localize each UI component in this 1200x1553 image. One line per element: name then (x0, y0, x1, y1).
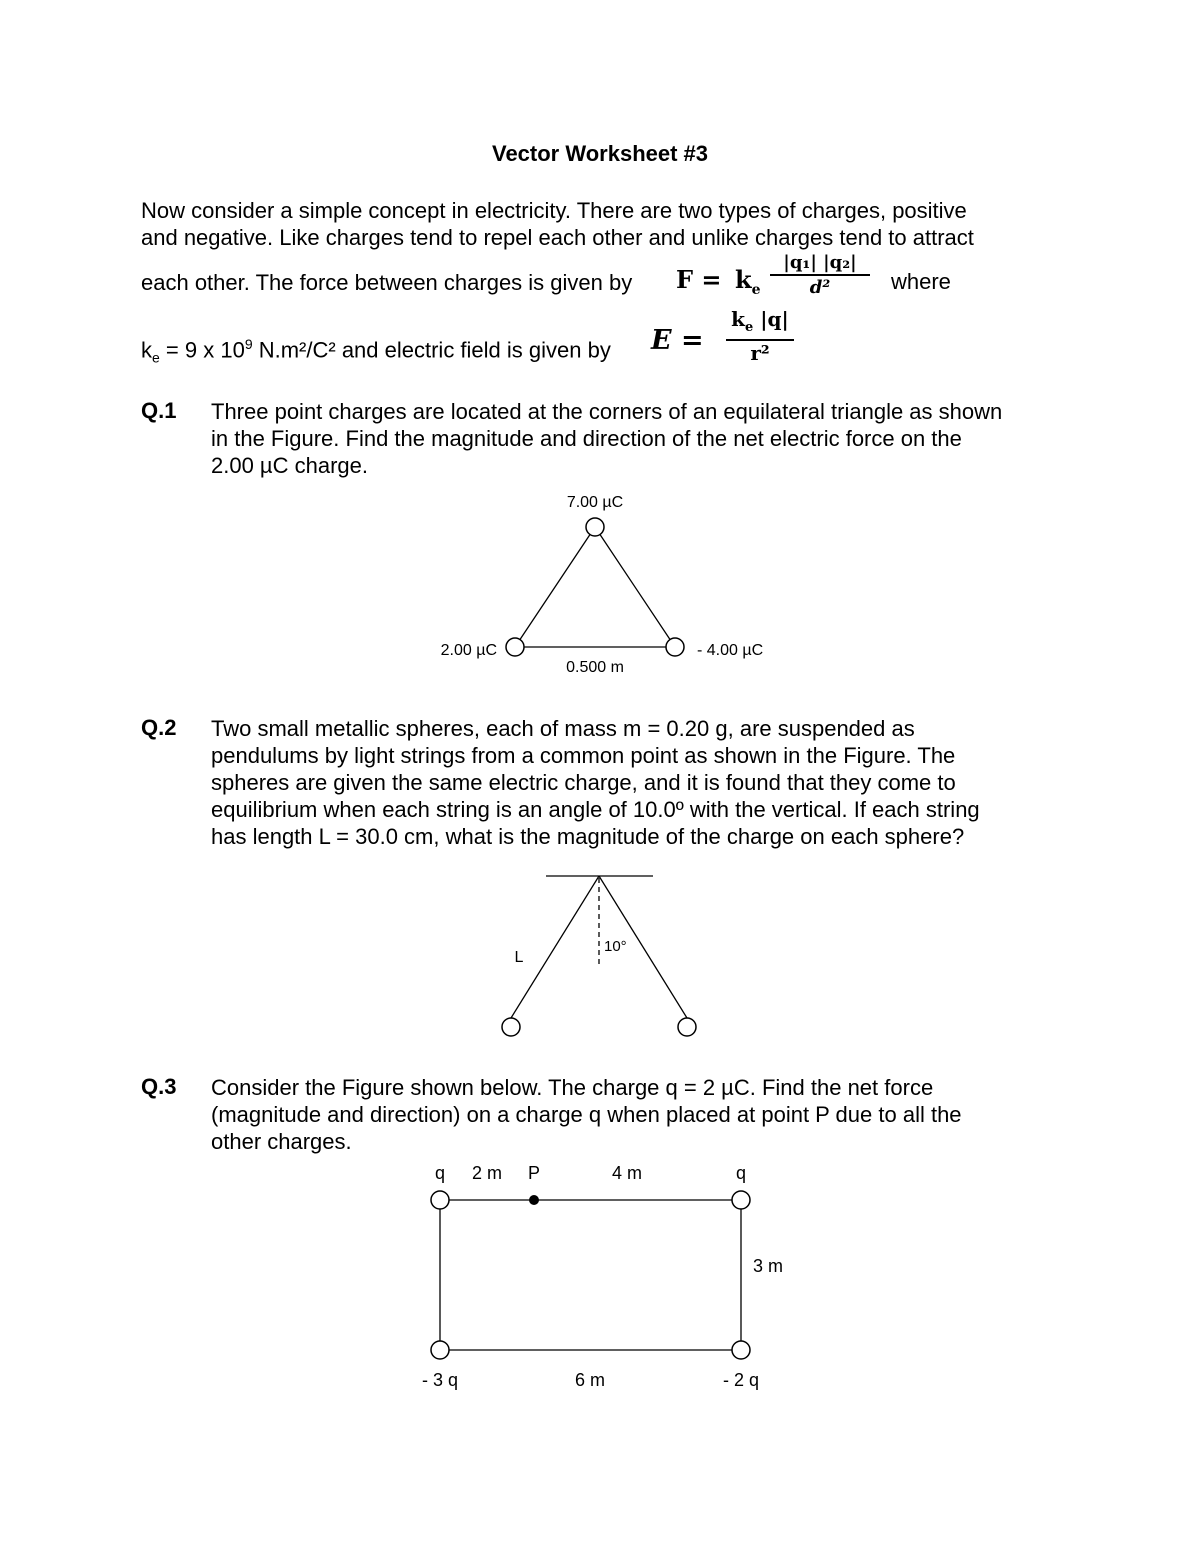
intro-line-3-prefix: each other. The force between charges is given by (141, 270, 633, 295)
q3-left-segment-label: 2 m (471, 1163, 503, 1183)
force-numerator: |q₁| |q₂| (783, 252, 857, 273)
q3-top-left-charge-circle (431, 1191, 449, 1209)
q1-side-length-label: 0.500 m (566, 659, 624, 676)
q1-top-charge-circle (586, 518, 604, 536)
q3-point-p-label: P (527, 1163, 541, 1183)
q1-left-charge-circle (506, 638, 524, 656)
force-fraction (770, 252, 870, 300)
force-constant-sub: e (751, 281, 761, 298)
q3-top-left-charge-label: q (434, 1163, 446, 1183)
q3-top-right-charge-circle (732, 1191, 750, 1209)
q3-label: Q.3 (141, 1074, 177, 1099)
q3-bottom-left-charge-label: - 3 q (421, 1370, 459, 1390)
q1-right-charge-circle (666, 638, 684, 656)
q3-point-p-dot (529, 1195, 539, 1205)
force-constant-k: k (735, 265, 752, 294)
q2-text-line: Two small metallic spheres, each of mass m = 0.20 g, are suspended as (211, 716, 915, 741)
ke-units-text: N.m²/C² and electric field is given by (252, 337, 611, 363)
q1-text-line: 2.00 µC charge. (211, 453, 368, 478)
q1-text-line: in the Figure. Find the magnitude and direction of the net electric force on the (211, 426, 962, 451)
q3-top-right-charge-label: q (735, 1163, 747, 1183)
q3-width-label: 6 m (574, 1370, 606, 1390)
q3-text (211, 1074, 1081, 1155)
ke-exponent: 9 (244, 336, 253, 352)
q2-text-line: equilibrium when each string is an angle of 10.0º with the vertical. If each string (211, 797, 980, 822)
q3-text-line: (magnitude and direction) on a charge q when placed at point P due to all the (211, 1102, 962, 1127)
q3-text-line: Consider the Figure shown below. The charge q = 2 µC. Find the net force (211, 1075, 934, 1100)
q3-rectangle-figure (0, 1150, 1200, 1400)
intro-line-1: Now consider a simple concept in electricity. There are two types of charges, positive (141, 198, 967, 223)
q1-top-charge-label: 7.00 µC (566, 494, 624, 511)
q2-left-sphere (502, 1018, 520, 1036)
ke-subscript: e (152, 349, 160, 366)
page-title: Vector Worksheet #3 (491, 141, 709, 166)
q1-left-charge-label: 2.00 µC (440, 642, 497, 659)
q2-pendulum-figure (0, 860, 1200, 1050)
q2-angle-label: 10° (604, 938, 627, 955)
field-fraction (726, 308, 794, 365)
ke-symbol: k (141, 337, 152, 363)
q2-length-label: L (514, 949, 524, 966)
intro-line-3 (141, 269, 632, 296)
q3-text-line: other charges. (211, 1129, 352, 1154)
q2-label: Q.2 (141, 715, 177, 740)
q3-right-segment-label: 4 m (611, 1163, 643, 1183)
q2-text-line: spheres are given the same electric charge, and it is found that they come to (211, 770, 956, 795)
intro-line-4 (141, 331, 611, 372)
force-formula-lhs: F = (676, 265, 722, 294)
q2-text (211, 715, 1081, 850)
q3-bottom-right-charge-label: - 2 q (722, 1370, 760, 1390)
q3-bottom-left-charge-circle (431, 1341, 449, 1359)
q2-text-line: pendulums by light strings from a common point as shown in the Figure. The (211, 743, 956, 768)
q3-bottom-right-charge-circle (732, 1341, 750, 1359)
field-numerator: $k_e$ |q| (731, 307, 789, 335)
q1-text-line: Three point charges are located at the corners of an equilateral triangle as shown (211, 399, 1003, 424)
q1-right-charge-label: - 4.00 µC (697, 642, 764, 659)
field-denominator: r² (750, 341, 770, 365)
q2-text-line: has length L = 30.0 cm, what is the magnitude of the charge on each sphere? (211, 824, 965, 849)
q2-right-sphere (678, 1018, 696, 1036)
q2-left-string (511, 876, 599, 1018)
ke-value: = 9 x 10 (159, 337, 245, 363)
q1-text (211, 398, 1081, 479)
field-formula-lhs: E = (651, 325, 704, 356)
force-denominator: d² (809, 277, 831, 298)
force-formula-constant (735, 265, 761, 298)
intro-line-3-suffix: where (891, 269, 951, 294)
q1-label: Q.1 (141, 398, 177, 423)
q1-triangle-figure (0, 480, 1200, 680)
intro-line-2: and negative. Like charges tend to repel each other and unlike charges tend to attract (141, 225, 974, 250)
q3-height-label: 3 m (753, 1256, 784, 1276)
